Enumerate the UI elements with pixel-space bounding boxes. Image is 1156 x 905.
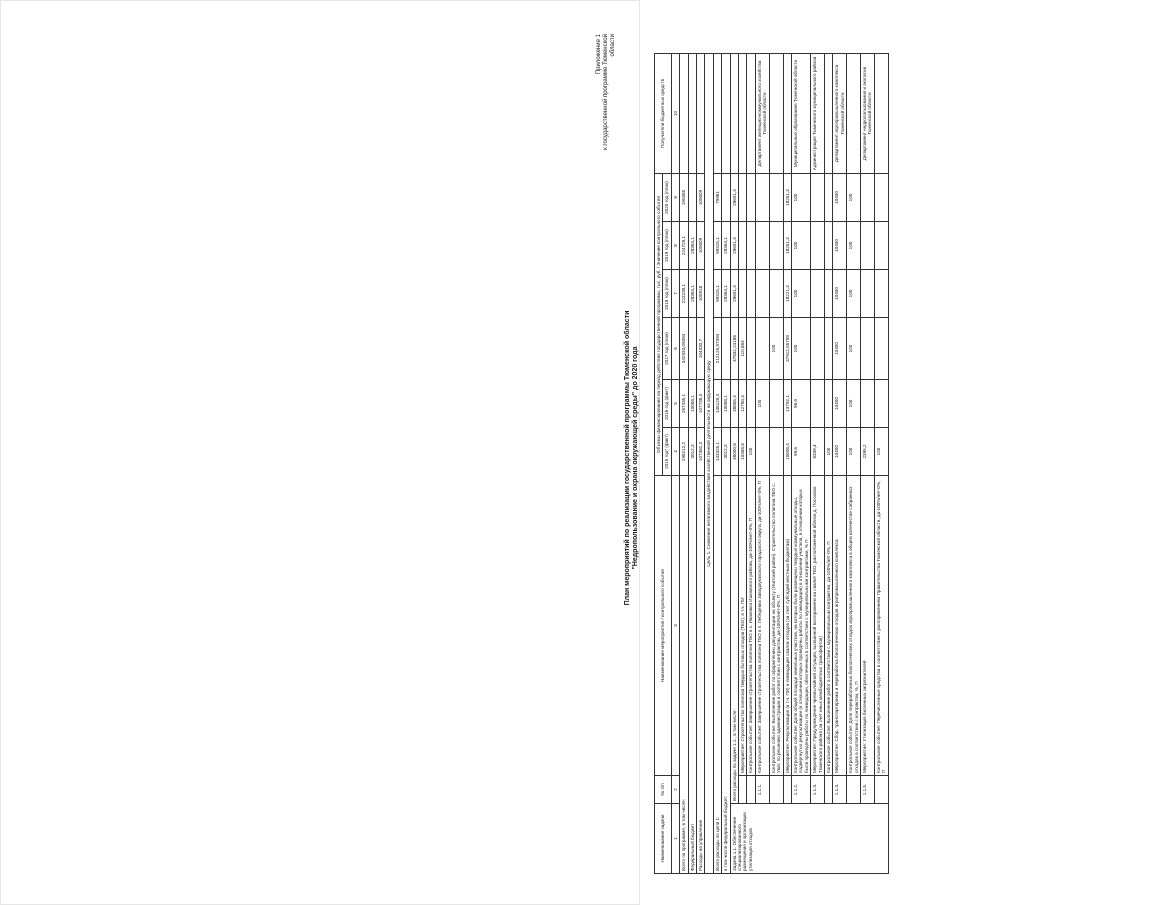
value-cell: 28651,4 bbox=[730, 270, 738, 318]
activity-text: Контрольное событие: Доля общей площади земельных участков, на которых были размещены твердые коммунальные отходы, подвергнутых рекультивации (в отношении которых проведены работы по ликвидации) в отношении участков, в отношении которых были проведены работы по ликвидации, обеспеченных в соответствии с муниципальными контрактами, % П bbox=[791, 476, 810, 776]
summary-row-label: Федеральный бюджет bbox=[688, 476, 696, 874]
value-cell: 107382,3 bbox=[697, 428, 705, 476]
summary-row bbox=[697, 54, 705, 874]
value-cell: 38865,4 bbox=[730, 380, 738, 428]
rotated-landscape-content bbox=[596, 28, 1156, 888]
recipient-cell: Администрация Тюменского муниципального района bbox=[811, 54, 825, 174]
appendix-line-2: к государственной программе Тюменской bbox=[603, 34, 609, 150]
item-number bbox=[824, 776, 832, 804]
value-cell: 10368,8 bbox=[739, 428, 747, 476]
value-cell bbox=[747, 174, 755, 222]
value-cell bbox=[688, 174, 696, 222]
item-number bbox=[874, 776, 888, 804]
value-cell bbox=[755, 174, 769, 222]
value-cell bbox=[769, 174, 783, 222]
value-cell: 28364,1 bbox=[722, 222, 730, 270]
value-cell: 13792,1 bbox=[783, 380, 791, 428]
plan-table bbox=[654, 53, 889, 874]
value-cell: 105918 bbox=[697, 270, 705, 318]
recipient-cell bbox=[680, 54, 688, 174]
value-cell: 100 bbox=[755, 380, 769, 428]
value-cell: 18221,4 bbox=[783, 270, 791, 318]
value-cell bbox=[860, 222, 874, 270]
value-cell: 224729,1 bbox=[680, 222, 688, 270]
value-cell bbox=[860, 318, 874, 380]
value-cell bbox=[874, 380, 888, 428]
summary-row-label: Расходы на управление bbox=[697, 476, 705, 874]
value-cell: 10400 bbox=[833, 174, 847, 222]
value-cell: 100 bbox=[824, 428, 832, 476]
value-cell bbox=[769, 428, 783, 476]
header-2016: 2016 год (факт) bbox=[663, 380, 671, 428]
value-cell: 28651,4 bbox=[730, 222, 738, 270]
activity-row bbox=[739, 54, 747, 874]
goal-row bbox=[705, 54, 713, 874]
recipient-cell: Департамент жилищно-коммунального хозяйства Тюменской области bbox=[755, 54, 769, 174]
activity-row bbox=[769, 54, 783, 874]
activity-row bbox=[811, 54, 825, 874]
value-cell: 28364,1 bbox=[688, 222, 696, 270]
item-number: 1.1.1. bbox=[755, 776, 769, 804]
value-cell: 3012,3 bbox=[722, 428, 730, 476]
header-2015: 2015 год* (факт) bbox=[663, 428, 671, 476]
activity-text: Контрольное событие: Доля переработанных биологических отходов агропромышленного комплекса в общем количестве собранных отходов в соответствии с контрактом, %, П bbox=[847, 476, 861, 776]
recipient-cell bbox=[824, 54, 832, 174]
item-number bbox=[747, 776, 755, 804]
title-line-1: План мероприятий по реализации государственной программы Тюменской области bbox=[624, 310, 631, 606]
value-cell: 3012,3 bbox=[688, 428, 696, 476]
activity-text: Мероприятие: Предупреждение чрезвычайной ситуации, вызванной возгоранием на свалке ТБО, расположенной вблизи д. Посохово Тюменского района (за счет иных межбюджетных трансфертов) bbox=[811, 476, 825, 776]
activity-text: Мероприятие: Утилизация биогенных загрязнителей bbox=[860, 476, 874, 776]
value-cell: 100 bbox=[747, 428, 755, 476]
column-number: 3 bbox=[671, 476, 679, 776]
value-cell bbox=[747, 222, 755, 270]
value-cell bbox=[811, 318, 825, 380]
item-number bbox=[739, 776, 747, 804]
appendix-note bbox=[596, 34, 617, 150]
appendix-line-1: Приложение 1 bbox=[596, 34, 602, 75]
goal-total-row-label: в том числе федеральный бюджет: bbox=[722, 476, 730, 874]
value-cell bbox=[769, 270, 783, 318]
value-cell: 100 bbox=[847, 318, 861, 380]
value-cell: 47832,24186 bbox=[730, 318, 738, 380]
header-task: Наименование задачи bbox=[655, 804, 672, 874]
value-cell bbox=[755, 318, 769, 380]
value-cell: 37912,55798 bbox=[783, 318, 791, 380]
activity-text: Мероприятие: Рекультивация (в т.ч. ПИ) и ликвидация свалок отходов (за счет субсидий местным бюджетам) bbox=[783, 476, 791, 776]
value-cell bbox=[811, 380, 825, 428]
value-cell bbox=[860, 270, 874, 318]
value-cell bbox=[747, 318, 755, 380]
activity-text: Контрольное событие: Перечисленные средства в соответствии с распоряжением Правительства Тюменской области, да-100%/нет-0%, П bbox=[874, 476, 888, 776]
task-name: Задача 1.1. Обеспечение специализированного размещения и организации утилизации отходов bbox=[730, 804, 888, 874]
value-cell bbox=[755, 270, 769, 318]
value-cell: 10400 bbox=[833, 428, 847, 476]
recipient-cell bbox=[730, 54, 738, 174]
recipient-cell: Департамент недропользования и экологии Тюменской области bbox=[860, 54, 874, 174]
column-number: 5 bbox=[671, 380, 679, 428]
value-cell bbox=[747, 380, 755, 428]
value-cell: 12780,3 bbox=[739, 380, 747, 428]
header-2017: 2017 год (план) bbox=[663, 318, 671, 380]
value-cell bbox=[824, 174, 832, 222]
activity-text: Контрольное событие: Выполнение работ по оформлению документации на объекту (Уватский район). Строительство полигона ТБО с. Уват, по решению администрации в соответствии с контрактом, да-100%/нет-0%, П bbox=[769, 476, 783, 776]
summary-row-label: Всего по программе, в том числе: bbox=[680, 476, 688, 874]
header-row-1 bbox=[655, 54, 663, 874]
recipient-cell bbox=[713, 54, 721, 174]
value-cell: 298212,2 bbox=[680, 428, 688, 476]
value-cell bbox=[860, 174, 874, 222]
value-cell: 79961 bbox=[713, 174, 721, 222]
value-cell: 10400 bbox=[833, 380, 847, 428]
column-number: 6 bbox=[671, 318, 679, 380]
activity-row bbox=[791, 54, 810, 874]
value-cell: 28651,4 bbox=[730, 174, 738, 222]
activity-row bbox=[755, 54, 769, 874]
recipient-cell bbox=[874, 54, 888, 174]
activity-row bbox=[824, 54, 832, 874]
value-cell: 110,684 bbox=[739, 318, 747, 380]
value-cell bbox=[824, 270, 832, 318]
value-cell: 107738,3 bbox=[697, 380, 705, 428]
activity-text: Мероприятие: Сбор, транспортировка и переработка биологических отходов агропромышленного комплекса bbox=[833, 476, 847, 776]
value-cell: 99325,1 bbox=[713, 222, 721, 270]
column-number: 4 bbox=[671, 428, 679, 476]
value-cell: 99325,1 bbox=[713, 270, 721, 318]
value-cell bbox=[824, 222, 832, 270]
value-cell bbox=[722, 174, 730, 222]
task-total-row bbox=[730, 54, 738, 874]
value-cell: 100 bbox=[791, 270, 810, 318]
value-cell: 96,9 bbox=[791, 380, 810, 428]
recipient-cell bbox=[783, 54, 791, 174]
value-cell bbox=[824, 380, 832, 428]
summary-row bbox=[688, 54, 696, 874]
header-2019: 2019 год (план) bbox=[663, 222, 671, 270]
goal-title: Цель 1. Снижение негативного воздействия хозяйственной деятельности на окружающую среду bbox=[705, 54, 713, 874]
value-cell bbox=[811, 222, 825, 270]
header-funding-group: Объемы финансирования на период действия государственной программы, тыс. руб. / Значение контрольного события bbox=[655, 174, 663, 476]
value-cell bbox=[722, 318, 730, 380]
value-cell: 2395,2 bbox=[860, 428, 874, 476]
activity-row bbox=[833, 54, 847, 874]
activity-text: Контрольное событие: Завершение строительства полигона ТБО в п. Лебедевка Заводоуковского городского округа, да-100%/нет-0%, П bbox=[755, 476, 769, 776]
column-number: 1 bbox=[671, 804, 679, 874]
value-cell bbox=[755, 428, 769, 476]
value-cell: 100 bbox=[847, 222, 861, 270]
value-cell: 28364,1 bbox=[722, 270, 730, 318]
value-cell: 100 bbox=[769, 318, 783, 380]
column-number: 2 bbox=[671, 776, 679, 804]
recipient-cell bbox=[722, 54, 730, 174]
value-cell: 99,6 bbox=[791, 428, 810, 476]
value-cell bbox=[874, 270, 888, 318]
value-cell: 6339,4 bbox=[811, 428, 825, 476]
value-cell: 100 bbox=[791, 318, 810, 380]
value-cell bbox=[739, 174, 747, 222]
value-cell: 100 bbox=[847, 380, 861, 428]
header-2018: 2018 год (план) bbox=[663, 270, 671, 318]
column-number: 10 bbox=[671, 54, 679, 174]
document-title bbox=[624, 28, 640, 888]
value-cell: 10068,1 bbox=[688, 380, 696, 428]
value-cell bbox=[874, 222, 888, 270]
goal-total-row bbox=[722, 54, 730, 874]
value-cell bbox=[739, 270, 747, 318]
column-number: 7 bbox=[671, 270, 679, 318]
goal-total-row-label: Всего расходы по цели 1: bbox=[713, 476, 721, 874]
value-cell bbox=[739, 222, 747, 270]
appendix-line-3: области bbox=[610, 34, 616, 57]
item-number: 1.1.5. bbox=[860, 776, 874, 804]
goal-total-row bbox=[713, 54, 721, 874]
activity-row bbox=[783, 54, 791, 874]
header-number: № п/п bbox=[655, 776, 672, 804]
value-cell bbox=[747, 270, 755, 318]
activity-text: Мероприятие: Строительство полигона твердых бытовых отходов (ТБО), в т.ч. ПИ bbox=[739, 476, 747, 776]
value-cell: 100 bbox=[791, 222, 810, 270]
value-cell bbox=[688, 318, 696, 380]
recipient-cell bbox=[697, 54, 705, 174]
header-recipient: Получатели бюджетных средств bbox=[655, 54, 672, 174]
value-cell: 104330,7 bbox=[697, 318, 705, 380]
activity-text: Контрольное событие: Выполнение работ в соответствии с муниципальным контрактом, да-100%/нет-0%, П bbox=[824, 476, 832, 776]
recipient-cell bbox=[847, 54, 861, 174]
item-number: 1.1.2. bbox=[791, 776, 810, 804]
value-cell: 105609 bbox=[697, 174, 705, 222]
value-cell: 10400 bbox=[833, 270, 847, 318]
header-activity: Наименование мероприятия / контрольного события bbox=[655, 476, 672, 776]
value-cell: 267435,1 bbox=[680, 380, 688, 428]
value-cell: 100 bbox=[874, 428, 888, 476]
value-cell bbox=[824, 318, 832, 380]
value-cell bbox=[811, 174, 825, 222]
value-cell bbox=[811, 270, 825, 318]
value-cell: 18251,4 bbox=[783, 174, 791, 222]
value-cell: 212125,97394 bbox=[713, 318, 721, 380]
item-number bbox=[783, 776, 791, 804]
header-2020: 2020 год (план) bbox=[663, 174, 671, 222]
item-number bbox=[769, 776, 783, 804]
value-cell bbox=[874, 318, 888, 380]
value-cell: 100 bbox=[847, 270, 861, 318]
recipient-cell bbox=[688, 54, 696, 174]
item-number bbox=[847, 776, 861, 804]
value-cell: 342933,09394 bbox=[680, 318, 688, 380]
column-number-row bbox=[671, 54, 679, 874]
value-cell: 223238,1 bbox=[680, 270, 688, 318]
recipient-cell bbox=[769, 54, 783, 174]
value-cell bbox=[874, 174, 888, 222]
activity-row bbox=[860, 54, 874, 874]
task-total-label: Всего расходы по задаче 1.1., в том числе: bbox=[730, 476, 738, 804]
value-cell: 10400 bbox=[833, 318, 847, 380]
value-cell: 145129,4 bbox=[713, 380, 721, 428]
recipient-cell: Муниципальные образования Тюменской области bbox=[791, 54, 810, 174]
value-cell: 190385 bbox=[680, 174, 688, 222]
recipient-cell bbox=[739, 54, 747, 174]
title-line-2: "Недропользование и охрана окружающей среды" до 2020 года bbox=[632, 346, 639, 570]
plan-table-body bbox=[680, 54, 888, 874]
activity-row bbox=[874, 54, 888, 874]
value-cell bbox=[755, 222, 769, 270]
value-cell bbox=[860, 380, 874, 428]
value-cell: 10068,1 bbox=[722, 380, 730, 428]
item-number: 1.1.4. bbox=[833, 776, 847, 804]
summary-row bbox=[680, 54, 688, 874]
activity-row bbox=[847, 54, 861, 874]
value-cell: 100 bbox=[791, 174, 810, 222]
value-cell: 143325,1 bbox=[713, 428, 721, 476]
value-cell bbox=[769, 222, 783, 270]
value-cell: 10400 bbox=[833, 222, 847, 270]
value-cell bbox=[769, 380, 783, 428]
item-number: 1.1.3. bbox=[811, 776, 825, 804]
recipient-cell: Департамент агропромышленного комплекса Тюменской области bbox=[833, 54, 847, 174]
value-cell: 15608,4 bbox=[783, 428, 791, 476]
activity-text: Контрольное событие: Завершение строительства полигона ТБО в с. Ивановка Ишимского района, да-100%/нет-0%, П bbox=[747, 476, 755, 776]
column-number: 9 bbox=[671, 174, 679, 222]
column-number: 8 bbox=[671, 222, 679, 270]
value-cell: 18251,4 bbox=[783, 222, 791, 270]
value-cell: 105609 bbox=[697, 222, 705, 270]
value-cell: 28364,1 bbox=[688, 270, 696, 318]
value-cell: 46000,8 bbox=[730, 428, 738, 476]
activity-row bbox=[747, 54, 755, 874]
recipient-cell bbox=[747, 54, 755, 174]
value-cell: 100 bbox=[847, 174, 861, 222]
value-cell: 100 bbox=[847, 428, 861, 476]
